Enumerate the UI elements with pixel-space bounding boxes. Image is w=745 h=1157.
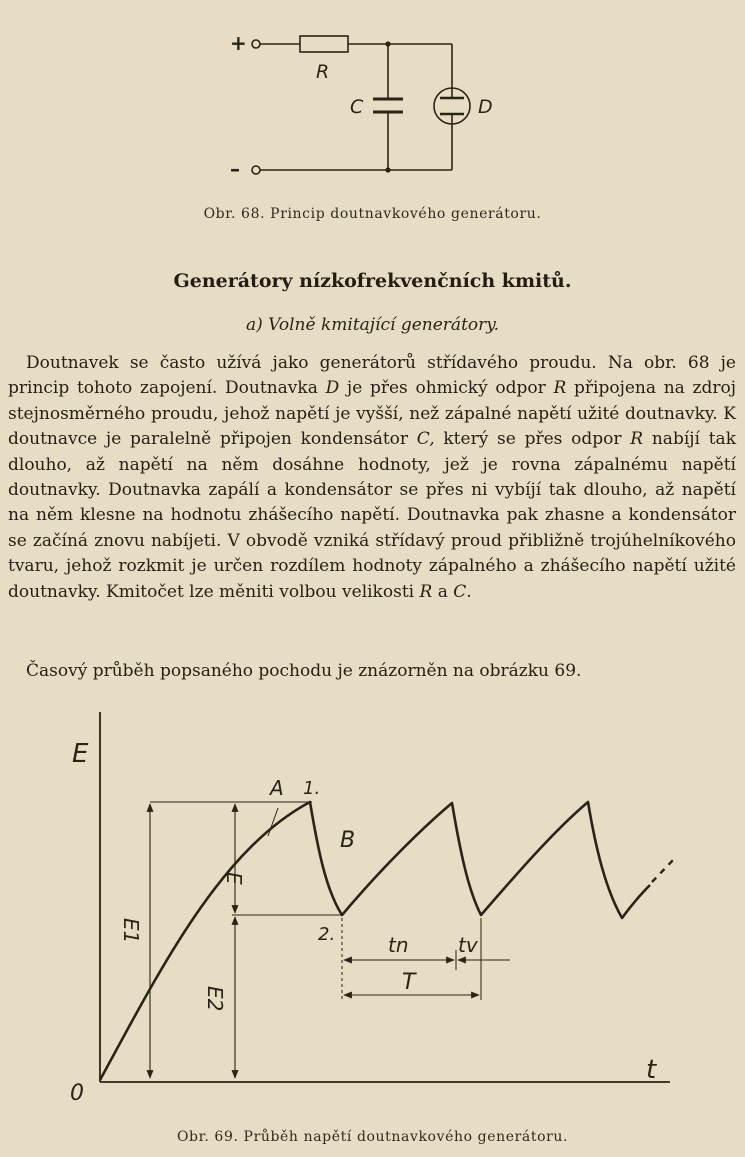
figure68-caption: Obr. 68. Princip doutnavkového generátoru. (203, 206, 542, 222)
capacitor-label: C (350, 96, 364, 118)
e-axis-label: E (72, 739, 89, 769)
section-subheading: a) Volně kmitající generátory. (245, 315, 500, 335)
resistor-symbol (300, 36, 348, 52)
period-label: T (402, 970, 416, 995)
e1-label: E1 (119, 918, 143, 944)
resistor-label: R (316, 61, 330, 83)
section-heading: Generátory nízkofrekvenčních kmitů. (173, 270, 572, 292)
point-2-label: 2. (318, 924, 336, 945)
tn-label: tn (388, 933, 409, 957)
point-a-label: A (270, 776, 284, 800)
e-label: E (222, 872, 246, 885)
plus-label: + (230, 31, 247, 55)
waveform-diagram (0, 700, 745, 1130)
point-1-label: 1. (303, 778, 321, 799)
paragraph-2: Časový průběh popsaného pochodu je znázorněn na obrázku 69. (26, 661, 582, 681)
glow-lamp-label: D (478, 96, 493, 118)
t-axis-label: t (646, 1055, 657, 1085)
origin-label: 0 (70, 1081, 84, 1106)
e2-label: E2 (203, 986, 227, 1012)
minus-terminal (252, 166, 260, 174)
paragraph-1: Doutnavek se často užívá jako generátorů střídavého proudu. Na obr. 68 je princip tohoto zapojení. Doutnavka D je přes ohmický odpor R připojena na zdroj stejnosměrného proudu, jehož napětí je vyšší, než zápalné napětí užité doutnavky. K doutnavce je paralelně připojen kondensátor C, který se přes odpor R nabíjí tak dlouho, až napětí na něm dosáhne hodnoty, jež je rovna zápalnému napětí doutnavky. Doutnavka zapálí a kondensátor se přes ni vybíjí tak dlouho, až napětí na něm klesne na hodnotu zhášecího napětí. Doutnavka pak zhasne a kondensátor se začíná znovu nabíjeti. V obvodě vzniká střídavý proud přibližně trojúhelníkového tvaru, jehož rozkmit je určen rozdílem hodnoty zápalného a zhášecího napětí užité doutnavky. Kmitočet lze měniti volbou velikosti R a C. (8, 353, 737, 602)
plus-terminal (252, 40, 260, 48)
tv-label: tv (458, 933, 478, 957)
voltage-waveform (100, 802, 650, 1080)
waveform-continuation (652, 858, 675, 882)
point-b-label: B (340, 828, 356, 853)
figure69-caption: Obr. 69. Průběh napětí doutnavkového generátoru. (176, 1129, 569, 1145)
circuit-diagram (0, 0, 745, 200)
minus-label: – (230, 157, 240, 181)
